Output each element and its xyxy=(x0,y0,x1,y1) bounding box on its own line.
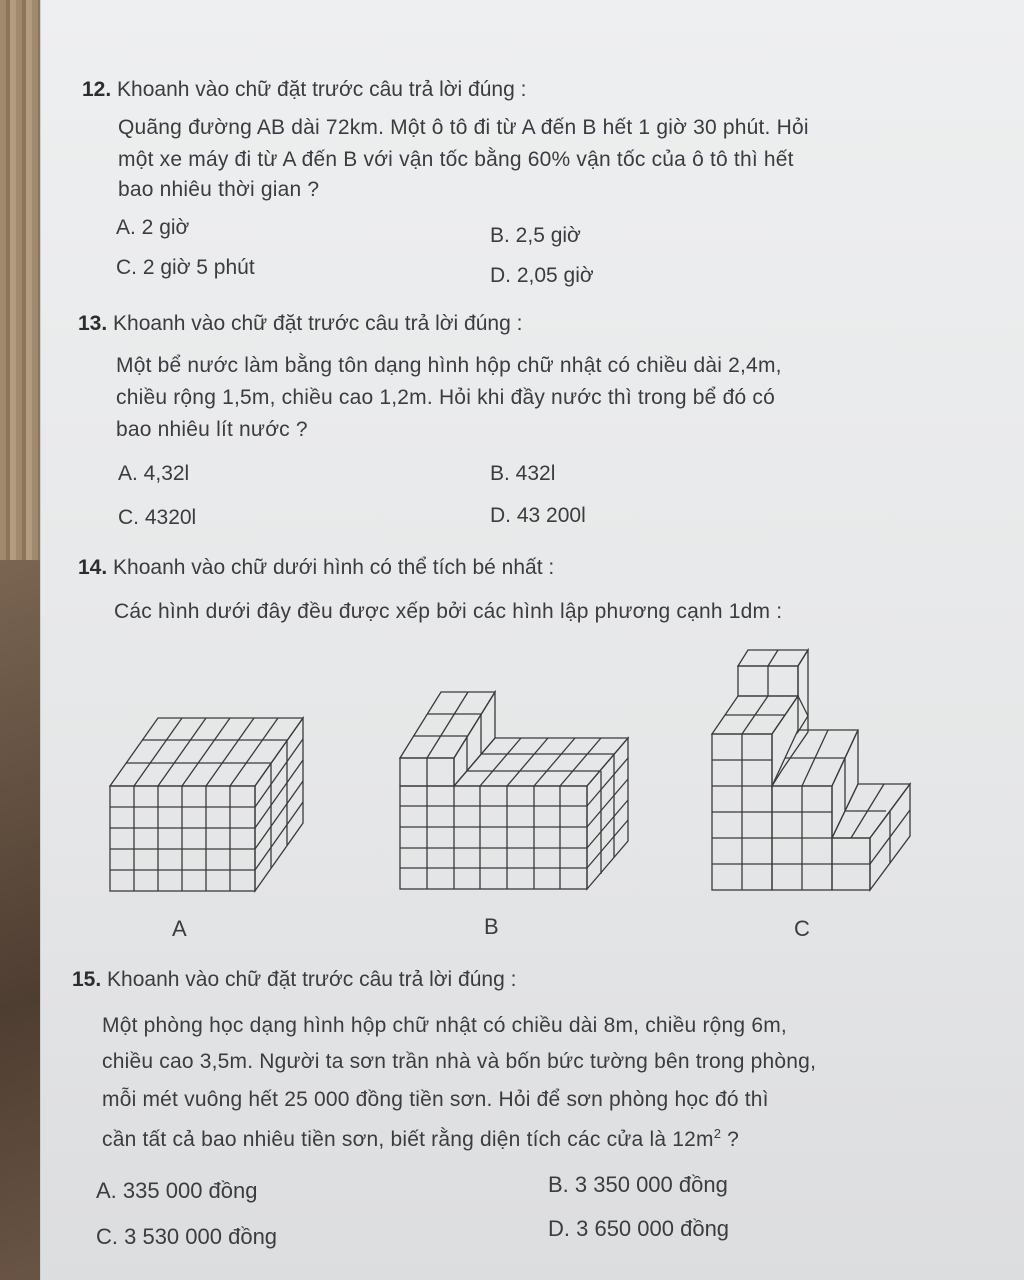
q13-body-line-1: Một bể nước làm bằng tôn dạng hình hộp chữ nhật có chiều dài 2,4m, xyxy=(116,354,782,377)
figure-c-steps xyxy=(772,696,910,890)
figure-b-cube-block[interactable] xyxy=(398,690,633,895)
q13-option-d[interactable]: D. 43 200l xyxy=(490,504,586,527)
q12-heading xyxy=(82,78,526,102)
q15-superscript: 2 xyxy=(713,1126,722,1141)
figure-a-front-face xyxy=(110,786,255,891)
q15-body-line-4-text: cần tất cả bao nhiêu tiền sơn, biết rằng diện tích các cửa là 12m xyxy=(102,1128,714,1151)
q13-body-line-2: chiều rộng 1,5m, chiều cao 1,2m. Hỏi khi đầy nước thì trong bể đó có xyxy=(116,386,775,409)
q13-option-b[interactable]: B. 432l xyxy=(490,462,556,485)
q14-prompt: Khoanh vào chữ dưới hình có thể tích bé nhất : xyxy=(113,556,555,579)
q13-body-line-3: bao nhiêu lít nước ? xyxy=(116,418,308,441)
q12-option-c[interactable]: C. 2 giờ 5 phút xyxy=(116,256,255,279)
figure-b-lower-top xyxy=(454,738,628,786)
q15-prompt: Khoanh vào chữ đặt trước câu trả lời đúng : xyxy=(107,968,517,991)
q12-option-a[interactable]: A. 2 giờ xyxy=(116,216,190,239)
figure-a-top-face xyxy=(110,718,303,786)
figure-b-upper-front xyxy=(400,758,454,786)
q12-number: 12. xyxy=(82,78,112,101)
q12-body-line-1: Quãng đường AB dài 72km. Một ô tô đi từ A đến B hết 1 giờ 30 phút. Hỏi xyxy=(118,116,809,139)
q15-heading xyxy=(72,968,516,992)
q15-body-line-4 xyxy=(102,1126,739,1152)
figure-c-label[interactable]: C xyxy=(794,916,810,941)
q15-body-line-4-end: ? xyxy=(721,1128,740,1151)
q15-number: 15. xyxy=(72,968,102,991)
q15-option-a[interactable]: A. 335 000 đồng xyxy=(96,1178,258,1203)
figure-a-side-face xyxy=(255,718,303,891)
q14-number: 14. xyxy=(78,556,108,579)
q12-option-b[interactable]: B. 2,5 giờ xyxy=(490,224,581,247)
q15-body-line-1: Một phòng học dạng hình hộp chữ nhật có chiều dài 8m, chiều rộng 6m, xyxy=(102,1014,787,1037)
q13-heading xyxy=(78,312,522,336)
q15-body-line-3: mỗi mét vuông hết 25 000 đồng tiền sơn. Hỏi để sơn phòng học đó thì xyxy=(102,1088,769,1111)
figure-b-label[interactable]: B xyxy=(484,914,499,939)
q13-option-c[interactable]: C. 4320l xyxy=(118,506,197,529)
figure-b-lower-front xyxy=(400,786,587,889)
q12-body-line-2: một xe máy đi từ A đến B với vận tốc bằng 60% vận tốc của ô tô thì hết xyxy=(118,148,794,171)
q12-option-d[interactable]: D. 2,05 giờ xyxy=(490,264,594,287)
q13-number: 13. xyxy=(78,312,108,335)
q14-body-line-1: Các hình dưới đây đều được xếp bởi các hình lập phương cạnh 1dm : xyxy=(114,600,783,623)
q12-prompt: Khoanh vào chữ đặt trước câu trả lời đúng : xyxy=(117,78,527,101)
q15-option-b[interactable]: B. 3 350 000 đồng xyxy=(548,1172,728,1197)
q15-option-c[interactable]: C. 3 530 000 đồng xyxy=(96,1224,278,1249)
figure-b-upper-side xyxy=(454,692,495,786)
q13-prompt: Khoanh vào chữ đặt trước câu trả lời đúng : xyxy=(113,312,523,335)
figure-c-cube-block[interactable] xyxy=(710,646,915,896)
figure-a-cube-block[interactable] xyxy=(108,716,308,896)
figure-a-label[interactable]: A xyxy=(172,916,187,941)
q13-option-a[interactable]: A. 4,32l xyxy=(118,462,190,485)
q14-heading xyxy=(78,556,554,580)
q15-body-line-2: chiều cao 3,5m. Người ta sơn trần nhà và bốn bức tường bên trong phòng, xyxy=(102,1050,817,1073)
figure-b-lower-side xyxy=(587,738,628,889)
q12-body-line-3: bao nhiêu thời gian ? xyxy=(118,178,320,201)
q15-option-d[interactable]: D. 3 650 000 đồng xyxy=(548,1216,730,1241)
figure-c-tower xyxy=(712,650,808,734)
